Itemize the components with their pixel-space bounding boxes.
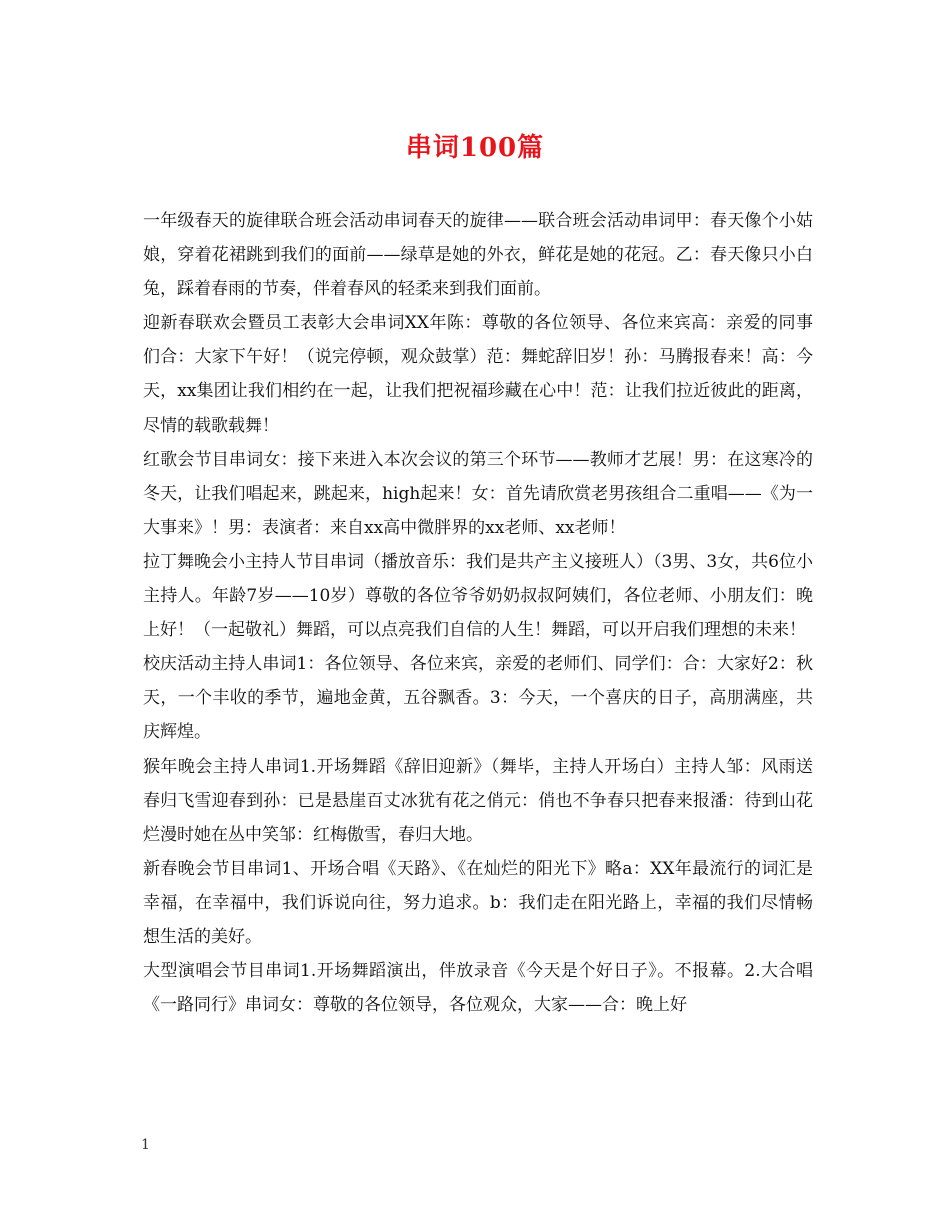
paragraph-2: 迎新春联欢会暨员工表彰大会串词XX年陈：尊敬的各位领导、各位来宾高：亲爱的同事们合：大家下午好！（说完停顿，观众鼓掌）范：舞蛇辞旧岁！孙：马腾报春来！高：今天，xx集团让我们相约在一起，让我们把祝福珍藏在心中！范：让我们拉近彼此的距离，尽情的载歌载舞！ <box>143 313 813 436</box>
paragraph-8: 大型演唱会节目串词1.开场舞蹈演出，伴放录音《今天是个好日子》。不报幕。2.大合唱《一路同行》串词女：尊敬的各位领导，各位观众，大家——合：晚上好 <box>143 961 813 1016</box>
document-body <box>143 204 813 1022</box>
document-title: 串词100篇 <box>405 133 545 163</box>
paragraph-6: 猴年晚会主持人串词1.开场舞蹈《辞旧迎新》（舞毕，主持人开场白）主持人邹：风雨送春归飞雪迎春到孙：已是悬崖百丈冰犹有花之俏元：俏也不争春只把春来报潘：待到山花烂漫时她在丛中笑邹：红梅傲雪，春归大地。 <box>143 756 813 845</box>
paragraph-1: 一年级春天的旋律联合班会活动串词春天的旋律——联合班会活动串词甲：春天像个小姑娘，穿着花裙跳到我们的面前——绿草是她的外衣，鲜花是她的花冠。乙：春天像只小白兔，踩着春雨的节奏，伴着春风的轻柔来到我们面前。 <box>143 211 813 300</box>
paragraph-4: 拉丁舞晚会小主持人节目串词（播放音乐：我们是共产主义接班人）（3男、3女，共6位小主持人。年龄7岁——10岁）尊敬的各位爷爷奶奶叔叔阿姨们，各位老师、小朋友们：晚上好！（一起敬礼）舞蹈，可以点亮我们自信的人生！舞蹈，可以开启我们理想的未来！ <box>143 551 813 641</box>
page-number: 1 <box>141 1137 150 1153</box>
paragraph-3: 红歌会节目串词女：接下来进入本次会议的第三个环节——教师才艺展！男：在这寒冷的冬天，让我们唱起来，跳起来，high起来！女：首先请欣赏老男孩组合二重唱——《为一大事来》！男：表演者：来自xx高中微胖界的xx老师、xx老师！ <box>143 449 813 538</box>
paragraph-7: 新春晚会节目串词1、开场合唱《天路》、《在灿烂的阳光下》略a：XX年最流行的词汇是幸福，在幸福中，我们诉说向往，努力追求。b：我们走在阳光路上，幸福的我们尽情畅想生活的美好。 <box>143 858 813 947</box>
paragraph-5: 校庆活动主持人串词1：各位领导、各位来宾，亲爱的老师们、同学们：合：大家好2：秋天，一个丰收的季节，遍地金黄，五谷飘香。3：今天，一个喜庆的日子，高朋满座，共庆辉煌。 <box>143 654 813 743</box>
